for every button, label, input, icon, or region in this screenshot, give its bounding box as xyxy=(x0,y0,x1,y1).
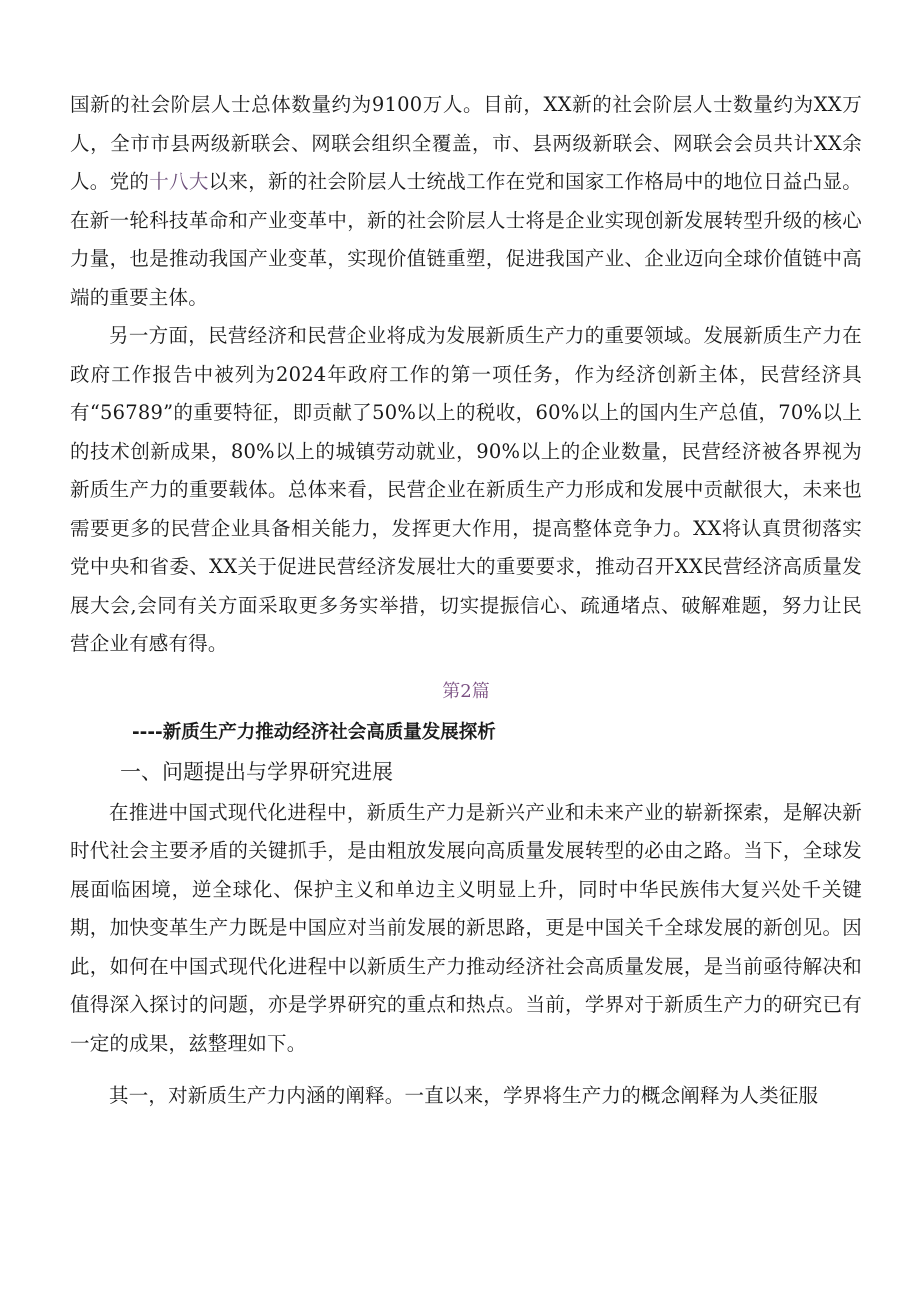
chapter-label: 第2篇 xyxy=(442,680,490,702)
paragraph-3: 在推进中国式现代化进程中，新质生产力是新兴产业和未来产业的崭新探索，是解决新时代社会主要矛盾的关键抓手，是由粗放发展向高质量发展转型的必由之路。当下，全球发展面临困境，逆全球化、保护主义和单边主义明显上升，同时中华民族伟大复兴处千关键期，加快变革生产力既是中国应对当前发展的新思路，更是中国关千全球发展的新创见。因此，如何在中国式现代化进程中以新质生产力推动经济社会高质量发展，是当前亟待解决和值得深入探讨的问题，亦是学界研究的重点和热点。当前，学界对于新质生产力的研究已有一定的成果，兹整理如下。 xyxy=(70,800,862,1055)
paragraph-1 xyxy=(70,86,862,317)
paragraph-2: 另一方面，民营经济和民营企业将成为发展新质生产力的重要领域。发展新质生产力在政府工作报告中被列为2024年政府工作的第一项任务，作为经济创新主体，民营经济具有“56789”的重要特征，即贡献了50%以上的税收，60%以上的国内生产总值，70%以上的技术创新成果，80%以上的城镇劳动就业，90%以上的企业数量，民营经济被各界视为新质生产力的重要载体。总体来看，民营企业在新质生产力形成和发展中贡献很大，未来也需要更多的民营企业具备相关能力，发挥更大作用，提高整体竞争力。XX将认真贯彻落实党中央和省委、XX关于促进民营经济发展壮大的重要要求，推动召开XX民营经济高质量发展大会,会同有关方面采取更多务实举措，切实提振信心、疏通堵点、破解难题，努力让民营企业有感有得。 xyxy=(70,324,862,655)
document-page xyxy=(70,86,862,1116)
paragraph-4: 其一，对新质生产力内涵的阐释。一直以来，学界将生产力的概念阐释为人类征服 xyxy=(109,1084,819,1107)
paragraph-1-text-a: 国新的社会阶层人士总体数量约为9100万人。目前，XX新的社会阶层人士数量约为XX万人，全市市县两级新联会、网联会组织全覆盖，市、县两级新联会、网联会会员共计XX余人。党的 xyxy=(70,93,862,193)
paragraph-1-text-b: 以来，新的社会阶层人士统战工作在党和国家工作格局中的地位日益凸显。在新一轮科技革命和产业变革中，新的社会阶层人士将是企业实现创新发展转型升级的核心力量，也是推动我国产业变革，实现价值链重塑，促进我国产业、企业迈向全球价值链中高端的重要主体。 xyxy=(70,170,862,309)
link-eighteenth-congress[interactable]: 十八大 xyxy=(149,170,209,193)
section-heading: 一、问题提出与学界研究进展 xyxy=(120,759,393,784)
article-subtitle: ----新质生产力推动经济社会高质量发展探析 xyxy=(132,721,496,743)
